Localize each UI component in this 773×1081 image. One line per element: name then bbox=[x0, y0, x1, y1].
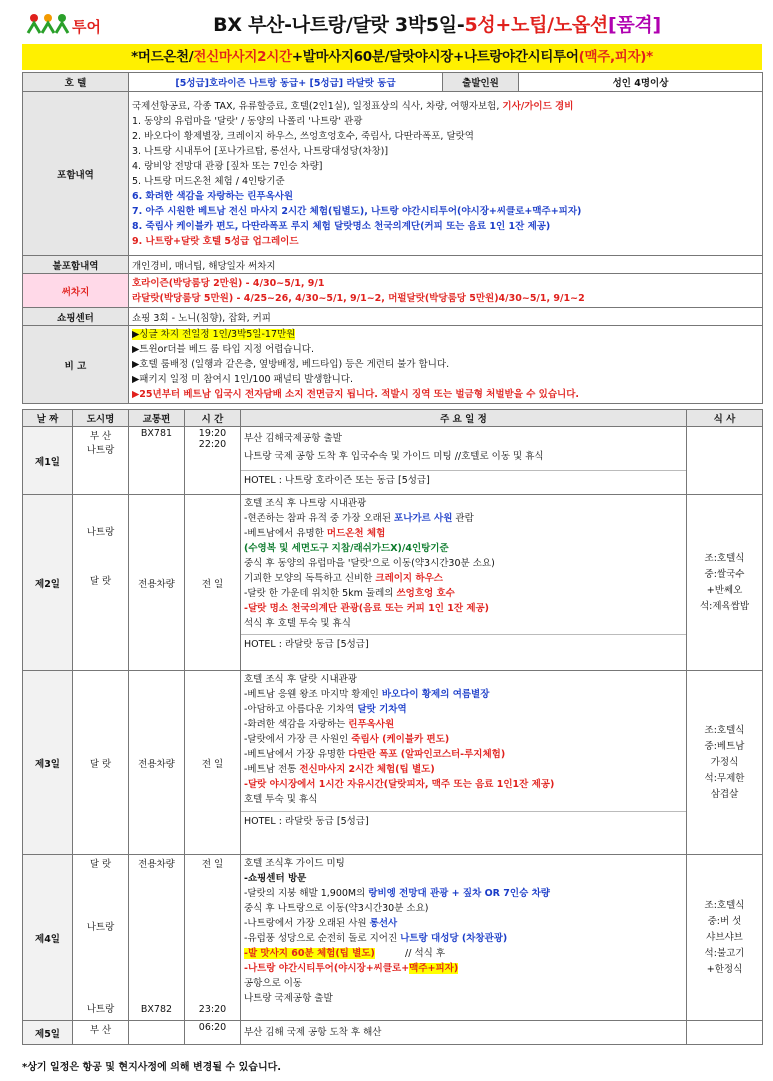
header-meal: 식 사 bbox=[687, 410, 763, 427]
itinerary-line: -화려한 색감을 자랑하는 린푸옥사원 bbox=[244, 719, 395, 730]
list-item: 4. 랑비앙 전망대 관광 [짚차 또는 7인승 차량] bbox=[132, 160, 323, 172]
transport-name: 전용차량 bbox=[138, 858, 175, 870]
list-item: 8. 죽림사 케이블카 편도, 다딴라폭포 루지 체험 달랏명소 천국의계단(커피 또는 음료 1인 1잔 제공) bbox=[132, 220, 551, 232]
day-label: 제2일 bbox=[23, 495, 73, 671]
itinerary-line: 부산 김해국제공항 출발 bbox=[244, 433, 342, 444]
itinerary-line: -베트남에서 가장 유명한 다딴란 폭포 (알파인코스터-루지체험) bbox=[244, 749, 506, 760]
transport bbox=[129, 1021, 185, 1045]
surcharge-line: 호라이즌(박당룸당 2만원) - 4/30~5/1, 9/1 bbox=[132, 277, 325, 289]
surcharge-line: 라달랏(박당룸당 5만원) - 4/25~26, 4/30~5/1, 9/1~2, 머펄달랏(박당룸당 5만원)4/30~5/1, 9/1~2 bbox=[132, 292, 585, 304]
itinerary-line: -베트남 응웬 왕조 마지막 황제인 바오다이 황제의 여름별장 bbox=[244, 689, 490, 700]
note-item: ▶호텔 룸배정 (일행과 같은층, 옆방배정, 베드타입) 등은 게런티 불가 합니다. bbox=[132, 359, 450, 370]
note-item: ▶트윈or더블 베드 룸 타입 지정 어렵습니다. bbox=[132, 344, 314, 355]
itinerary-line: 호텔 조식후 가이드 미팅 bbox=[244, 858, 345, 869]
transport bbox=[129, 855, 185, 1021]
itinerary-line: -달랏에서 가장 큰 사원인 죽림사 (케이블카 편도) bbox=[244, 734, 450, 745]
meal: 조:호텔식 중:쌀국수 +반쎄오 석:제육쌈밥 bbox=[687, 495, 763, 671]
logo bbox=[22, 8, 112, 38]
itinerary-line: -베트남에서 유명한 머드온천 체험 bbox=[244, 528, 386, 539]
shopping-label: 쇼핑센터 bbox=[23, 308, 129, 326]
day-label: 제5일 bbox=[23, 1021, 73, 1045]
list-item: 7. 아주 시원한 베트남 전신 마사지 2시간 체험(팁별도), 나트랑 야간시티투어(야시장+씨클로+맥주+피자) bbox=[132, 205, 582, 217]
city bbox=[73, 855, 129, 1021]
hotel-label: 호 텔 bbox=[23, 73, 129, 92]
meal: 조:호텔식 중:베트남 가정식 석:무제한 삼겹살 bbox=[687, 671, 763, 855]
meal bbox=[687, 1021, 763, 1045]
transport: 전용차량 bbox=[129, 671, 185, 855]
time-value: 전 일 bbox=[201, 858, 224, 870]
city-name: 달 랏 bbox=[89, 575, 112, 587]
highlight-banner: *머드온천/전신마사지2시간+발마사지60분/달랏야시장+나트랑야간시티투어(맥주,피자)* bbox=[22, 44, 762, 70]
time: 전 일 bbox=[185, 495, 241, 671]
surcharge-value bbox=[129, 274, 763, 308]
inclusions-label: 포함내역 bbox=[23, 92, 129, 256]
note-item: ▶패키지 일정 미 참여시 1인/100 패널티 발생합니다. bbox=[132, 374, 354, 385]
day-label: 제1일 bbox=[23, 427, 73, 495]
time: 19:20 22:20 bbox=[185, 427, 241, 495]
meal: 조:호텔식 중:버 섯 샤브샤브 석:불고기 +한정식 bbox=[687, 855, 763, 1021]
meal bbox=[687, 427, 763, 495]
city-name: 나트랑 bbox=[86, 921, 115, 933]
hotel-line: HOTEL : 나트랑 호라이즌 또는 동급 [5성급] bbox=[241, 470, 686, 488]
city-name: 달 랏 bbox=[89, 858, 112, 870]
shopping-value: 쇼핑 3회 - 노니(침향), 잡화, 커피 bbox=[129, 308, 763, 326]
itinerary-line: 호텔 조식 후 달랏 시내관광 bbox=[244, 674, 358, 685]
exclusions-value: 개인경비, 매너팁, 해당일자 써차지 bbox=[129, 256, 763, 274]
exclusions-label: 불포함내역 bbox=[23, 256, 129, 274]
list-item: 1. 동양의 유럽마을 '달랏' / 동양의 나폴리 '나트랑' 관광 bbox=[132, 115, 363, 127]
city: 달 랏 bbox=[73, 671, 129, 855]
header-transport: 교통편 bbox=[129, 410, 185, 427]
itinerary-line: 나트랑 국제공항 출발 bbox=[244, 993, 333, 1004]
itinerary-line: 석식 후 호텔 투숙 및 휴식 bbox=[244, 618, 351, 629]
hotel-value: [5성급]호라이즌 나트랑 동급+ [5성급] 라달랏 동급 bbox=[129, 73, 443, 92]
transport-name: BX782 bbox=[140, 1003, 173, 1015]
itinerary-line: 기괴한 모양의 독특하고 신비한 크레이지 하우스 bbox=[244, 573, 443, 584]
time: 전 일 bbox=[185, 671, 241, 855]
city: 부 산 나트랑 bbox=[73, 427, 129, 495]
min-people-label: 출발인원 bbox=[443, 73, 519, 92]
page-title: BX 부산-나트랑/달랏 3박5일-5성+노팁/노옵션[품격] bbox=[213, 13, 661, 36]
transport: 전용차량 bbox=[129, 495, 185, 671]
list-item: 5. 나트랑 머드온천 체험 / 4인탕기준 bbox=[132, 175, 285, 187]
header-time: 시 간 bbox=[185, 410, 241, 427]
day-label: 제3일 bbox=[23, 671, 73, 855]
header-itinerary: 주 요 일 정 bbox=[241, 410, 687, 427]
notes-label: 비 고 bbox=[23, 326, 129, 404]
city-name: 나트랑 bbox=[86, 526, 115, 538]
itinerary-line: -베트남 전통 전신마사지 2시간 체험(팁 별도) bbox=[244, 764, 435, 775]
time: 06:20 bbox=[185, 1021, 241, 1045]
itinerary-line: -발 맛사지 60분 체험(팁 별도) // 석식 후 bbox=[244, 948, 446, 959]
logo-icon bbox=[24, 9, 110, 37]
itinerary-line: 공항으로 이동 bbox=[244, 978, 303, 989]
itinerary-line: -유럽풍 성당으로 순전히 돌로 지어진 나트랑 대성당 (차창관광) bbox=[244, 933, 508, 944]
itinerary bbox=[241, 1021, 687, 1045]
itinerary-line: -아담하고 아름다운 기차역 달랏 기차역 bbox=[244, 704, 407, 715]
itinerary bbox=[241, 495, 687, 671]
city: 부 산 bbox=[73, 1021, 129, 1045]
transport: BX781 bbox=[129, 427, 185, 495]
itinerary-line: -달랏 한 가운데 위치한 5km 둘레의 쓰엉흐엉 호수 bbox=[244, 588, 455, 599]
itinerary-line: -달랏의 지붕 해발 1,900M의 랑비엥 전망대 관광 + 짚차 OR 7인승 차량 bbox=[244, 888, 550, 899]
header-date: 날 짜 bbox=[23, 410, 73, 427]
itinerary-line: -나트랑 야간시티투어(야시장+씨클로+맥주+피자) bbox=[244, 963, 459, 974]
itinerary bbox=[241, 855, 687, 1021]
itinerary-line: 호텔 조식 후 나트랑 시내관광 bbox=[244, 498, 367, 509]
itinerary-line: 나트랑 국제 공항 도착 후 입국수속 및 가이드 미팅 //호텔로 이동 및 휴식 bbox=[244, 451, 544, 462]
itinerary-line: -달랏 야시장에서 1시간 자유시간(달랏피자, 맥주 또는 음료 1인1잔 제공) bbox=[244, 779, 555, 790]
itinerary-line: -쇼핑센터 방문 bbox=[244, 873, 307, 884]
note-item: ▶25년부터 베트남 입국시 전자담배 소지 전면금지 됩니다. 적발시 징역 또는 벌금형 처벌받을 수 있습니다. bbox=[132, 389, 579, 400]
hotel-line: HOTEL : 라달랏 동급 [5성급] bbox=[241, 811, 686, 829]
page-header bbox=[22, 6, 762, 40]
min-people-value: 성인 4명이상 bbox=[519, 73, 763, 92]
footer-note: *상기 일정은 항공 및 현지사정에 의해 변경될 수 있습니다. bbox=[22, 1062, 282, 1073]
itinerary-line: -현존하는 참파 유적 중 가장 오래된 포나가르 사원 관람 bbox=[244, 513, 474, 524]
inclusions-list bbox=[129, 92, 763, 256]
list-item: 3. 나트랑 시내투어 [포나가르탑, 롱선사, 나트랑대성당(차창)] bbox=[132, 145, 389, 157]
itinerary-line: 부산 김해 국제 공항 도착 후 해산 bbox=[244, 1027, 382, 1038]
list-item: 2. 바오다이 황제별장, 크레이지 하우스, 쓰엉흐엉호수, 죽림사, 다딴라폭포, 달랏역 bbox=[132, 130, 474, 142]
itinerary bbox=[241, 427, 687, 495]
schedule-table bbox=[22, 409, 763, 1045]
list-item: 6. 화려한 색감을 자랑하는 린푸옥사원 bbox=[132, 190, 294, 202]
city bbox=[73, 495, 129, 671]
notes-list bbox=[129, 326, 763, 404]
list-item: 9. 나트랑+달랏 호텔 5성급 업그레이드 bbox=[132, 235, 299, 247]
note-item: ▶싱글 차지 전일정 1인/3박5일-17만원 bbox=[132, 329, 296, 340]
itinerary-line: -나트랑에서 가장 오래된 사원 롱선사 bbox=[244, 918, 398, 929]
itinerary-line: 호텔 투숙 및 휴식 bbox=[244, 794, 318, 805]
hotel-line: HOTEL : 라달랏 동급 [5성급] bbox=[241, 634, 686, 652]
list-item: 국제선항공료, 각종 TAX, 유류할증료, 호텔(2인1실), 일정표상의 식사, 차량, 여행자보험, 기사/가이드 경비 bbox=[132, 100, 574, 112]
itinerary-line: 중식 후 동양의 유럽마을 '달랏'으로 이동(약3시간30분 소요) bbox=[244, 558, 495, 569]
time-value: 23:20 bbox=[198, 1003, 227, 1015]
itinerary bbox=[241, 671, 687, 855]
svg-text:투어: 투어 bbox=[72, 18, 101, 36]
itinerary-line: -달랏 명소 천국의계단 관광(음료 또는 커피 1인 1잔 제공) bbox=[244, 603, 490, 614]
itinerary-line: 중식 후 나트랑으로 이동(약3시간30분 소요) bbox=[244, 903, 429, 914]
time bbox=[185, 855, 241, 1021]
itinerary-line: (수영복 및 세면도구 지참/래쉬가드X)/4인탕기준 bbox=[244, 543, 449, 554]
city-name: 나트랑 bbox=[86, 1003, 115, 1015]
day-label: 제4일 bbox=[23, 855, 73, 1021]
header-city: 도시명 bbox=[73, 410, 129, 427]
surcharge-label: 써차지 bbox=[23, 274, 129, 308]
info-table bbox=[22, 72, 763, 404]
